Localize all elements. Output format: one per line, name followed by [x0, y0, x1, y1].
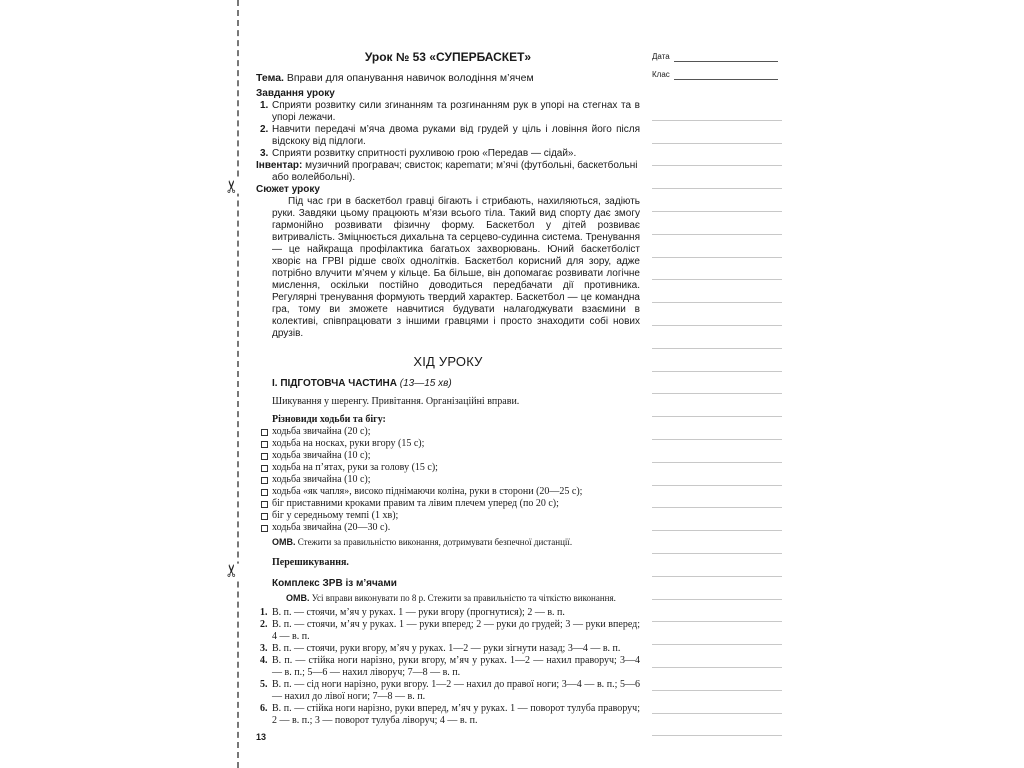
task-text: Сприяти розвитку сили згинанням та розгинанням рук в упорі на стегнах та в упорі лежачи.: [272, 100, 640, 123]
exercise-item: 3. В. п. — стоячи, руки вгору, м’яч у руках. 1—2 — руки зігнути назад; 3—4 — в. п.: [260, 643, 621, 654]
checkbox-icon: [261, 465, 268, 472]
date-label: Дата: [652, 52, 670, 61]
note-line: [652, 622, 782, 645]
note-line: [652, 417, 782, 440]
note-line: [652, 212, 782, 235]
note-line: [652, 349, 782, 372]
checkbox-icon: [261, 525, 268, 532]
note-line: [652, 554, 782, 577]
note-line: [652, 531, 782, 554]
lesson-title: Урок № 53 «СУПЕРБАСКЕТ»: [364, 50, 532, 64]
omv-note: [272, 537, 640, 548]
note-line: [652, 326, 782, 349]
note-line: [652, 121, 782, 144]
note-line: [652, 394, 782, 417]
part-title: [272, 378, 640, 390]
checkbox-icon: [261, 441, 268, 448]
note-line: [652, 691, 782, 714]
inventory-label: Інвентар:: [256, 160, 303, 171]
tasks-list: [256, 100, 640, 160]
checkbox-icon: [261, 429, 268, 436]
notes-lines[interactable]: [652, 98, 782, 736]
walk-heading: Різновиди ходьби та бігу:: [272, 414, 386, 425]
checkbox-icon: [261, 501, 268, 508]
task-text: Навчити передачі м’яча двома руками від грудей у ціль і ловіння його після відскоку від підлоги.: [272, 124, 640, 147]
scissors-icon: ✂: [222, 179, 243, 194]
list-item: ходьба звичайна (20—30 с).: [256, 522, 640, 534]
class-line: [674, 79, 778, 80]
note-line: [652, 508, 782, 531]
list-item: ходьба звичайна (20 с);: [256, 426, 640, 438]
checkbox-icon: [261, 477, 268, 484]
checkbox-icon: [261, 489, 268, 496]
list-item: ходьба на п’ятах, руки за голову (15 с);: [256, 462, 640, 474]
list-item: біг приставними кроками правим та лівим плечем уперед (по 20 с);: [256, 498, 640, 510]
list-item: ходьба звичайна (10 с);: [256, 474, 640, 486]
task-item: [256, 100, 640, 124]
list-item: ходьба «як чапля», високо піднімаючи коліна, руки в сторони (20—25 с);: [256, 486, 640, 498]
omv-text: Усі вправи виконувати по 8 р. Стежити за правильністю та чіткістю виконання.: [311, 593, 616, 603]
date-field[interactable]: [652, 50, 782, 68]
omv-text: Стежити за правильністю виконання, дотримувати безпечної дистанції.: [297, 537, 573, 547]
note-line: [652, 714, 782, 737]
tasks-heading: Завдання уроку: [256, 88, 335, 99]
note-line: [652, 303, 782, 326]
exercise-item: 1. В. п. — стоячи, м’яч у руках. 1 — руки вгору (прогнутися); 2 — в. п.: [260, 607, 565, 618]
list-item: ходьба на носках, руки вгору (15 с);: [256, 438, 640, 450]
topic-label: Тема.: [256, 72, 284, 84]
note-line: [652, 280, 782, 303]
topic-text: Вправи для опанування навичок володіння м’ячем: [286, 72, 534, 84]
complex-heading: Комплекс ЗРВ із м’ячами: [272, 578, 397, 589]
task-item: [256, 148, 640, 160]
inventory-text: музичний програвач; свисток; карemати; м’ячі (футбольні, баскетбольні або волейбольні).: [272, 160, 638, 183]
note-line: [652, 235, 782, 258]
note-line: [652, 144, 782, 167]
part-duration: (13—15 хв): [399, 378, 452, 389]
note-line: [652, 645, 782, 668]
task-number: 1.: [260, 100, 269, 111]
inventory: [256, 160, 640, 184]
task-item: [256, 124, 640, 148]
exercise-item: 6. В. п. — стійка ноги нарізно, руки вперед, м’яч у руках. 1 — поворот тулуба праворуч; 2 — в. п.; 3 — поворот тулуба ліворуч; 4 — в. п.: [260, 703, 640, 726]
exercise-item: 4. В. п. — стійка ноги нарізно, руки вгору, м’яч у руках. 1—2 — нахил праворуч; 3—4 — в. п.; 5—6 — нахил ліворуч; 7—8 — в. п.: [260, 655, 640, 678]
cut-line: [237, 0, 239, 768]
task-number: 3.: [260, 148, 269, 159]
part-intro: Шикування у шеренгу. Привітання. Організаційні вправи.: [272, 396, 520, 407]
plot-heading: Сюжет уроку: [256, 184, 320, 195]
note-line: [652, 463, 782, 486]
note-line: [652, 98, 782, 121]
exercise-item: 5. В. п. — сід ноги нарізно, руки вгору. 1—2 — нахил до правої ноги; 3—4 — в. п.; 5—6 — нахил до лівої ноги; 7—8 — в. п.: [260, 679, 640, 702]
list-item: біг у середньому темпі (1 хв);: [256, 510, 640, 522]
task-number: 2.: [260, 124, 269, 135]
note-line: [652, 258, 782, 281]
note-line: [652, 600, 782, 623]
omv-label: ОМВ.: [286, 593, 310, 603]
note-line: [652, 166, 782, 189]
date-line: [674, 61, 778, 62]
checkbox-icon: [261, 513, 268, 520]
omv-label: ОМВ.: [272, 537, 296, 547]
lesson-content: [256, 50, 640, 727]
part-title-text: І. ПІДГОТОВЧА ЧАСТИНА: [272, 378, 397, 389]
regroup: Перешикування.: [272, 557, 349, 568]
checkbox-icon: [261, 453, 268, 460]
scissors-icon: ✂: [222, 563, 243, 578]
class-field[interactable]: [652, 68, 782, 86]
notes-header: [652, 50, 782, 86]
exercise-item: 2. В. п. — стоячи, м’яч у руках. 1 — руки вперед; 2 — руки до грудей; 3 — руки вперед; 4 — в. п.: [260, 619, 640, 642]
topic: [256, 72, 640, 85]
list-item: ходьба звичайна (10 с);: [256, 450, 640, 462]
course-title: ХІД УРОКУ: [413, 354, 483, 369]
exercise-list: [256, 607, 640, 727]
omv-note: [272, 593, 640, 604]
note-line: [652, 577, 782, 600]
note-line: [652, 372, 782, 395]
plot-text: Під час гри в баскетбол гравці бігають і стрибають, нахиляються, задіють руки. Завдяки цьому працюють м’язи всього тіла. Такий вид спорту дає змогу гармонійно розвивати фізичну форму. Баскетбол у дітей розвиває витривалість. Зміцнюється дихальна та серцево-судинна система. Тренування — це найкраща профілактика багатьох захворювань. Юний баскетболіст хворіє на ГРВІ рідше своїх однолітків. Баскетбол корисний для зору, адже потрібно влучити м’ячем у кільце. Ба більше, він допомагає розвивати логічне мислення, оскільки постійно доводиться передбачати дії противника. Регулярні тренування формують твердий характер. Баскетбол — це командна гра, тому ви зможете навчитися будувати налагоджувати взаємини в колективі, співпрацювати з іншими гравцями і просто знаходити собі нових друзів.: [272, 196, 640, 339]
task-text: Сприяти розвитку спритності рухливою грою «Передав — сідай».: [272, 148, 577, 159]
note-line: [652, 668, 782, 691]
note-line: [652, 189, 782, 212]
walk-list: [256, 426, 640, 534]
note-line: [652, 486, 782, 509]
page-number: 13: [256, 732, 267, 742]
class-label: Клас: [652, 70, 670, 79]
note-line: [652, 440, 782, 463]
